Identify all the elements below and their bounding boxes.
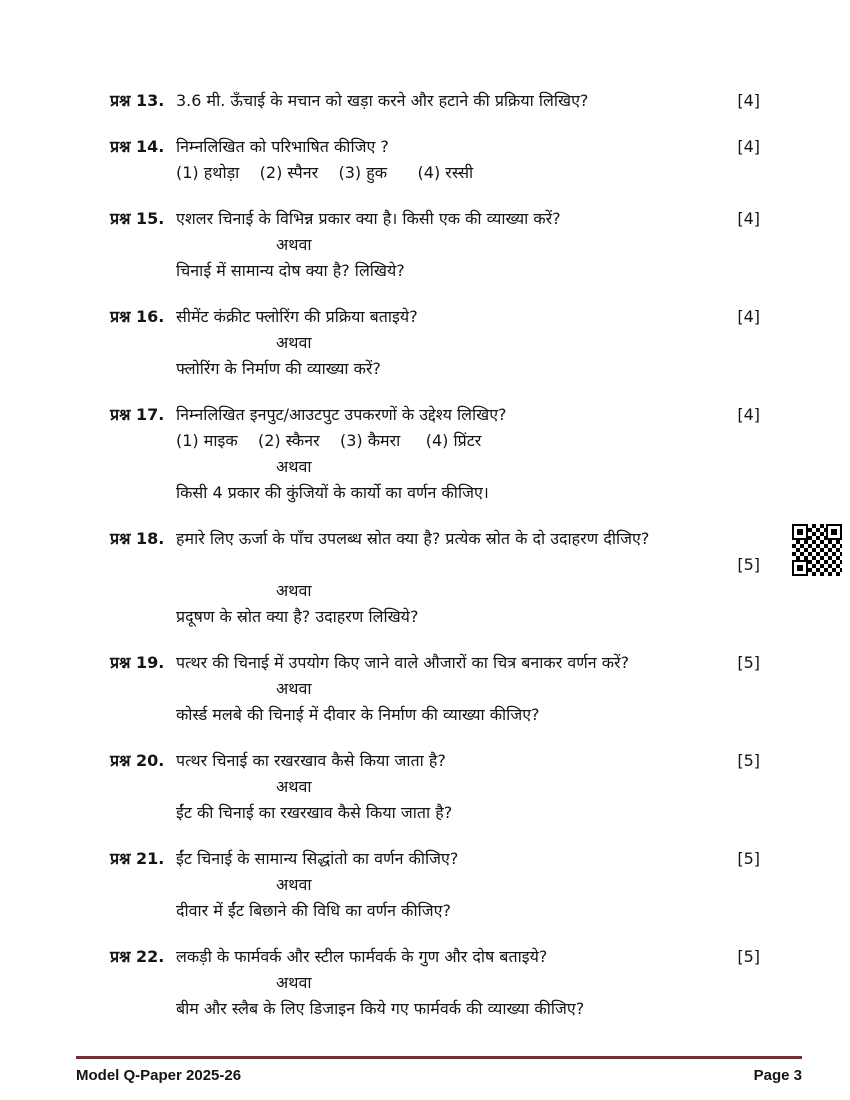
footer-paper-title: Model Q-Paper 2025-26 [76, 1067, 242, 1084]
or-label: अथवा [276, 581, 312, 600]
question-marks: [4] [737, 209, 760, 228]
question-number: प्रश्न 18. [110, 529, 165, 548]
question-alt-text: चिनाई में सामान्य दोष क्या है? लिखिये? [176, 261, 405, 280]
question-alt-text: प्रदूषण के स्रोत क्या है? उदाहरण लिखिये? [176, 607, 419, 626]
question-text: 3.6 मी. ऊँचाई के मचान को खड़ा करने और हटाने की प्रक्रिया लिखिए? [176, 91, 589, 110]
question-options: (1) हथोड़ा (2) स्पैनर (3) हुक (4) रस्सी [176, 163, 474, 182]
question-number: प्रश्न 19. [110, 653, 165, 672]
question-alt-text: किसी 4 प्रकार की कुंजियों के कार्यो का वर्णन कीजिए। [176, 483, 489, 502]
or-label: अथवा [276, 679, 312, 698]
question-block [110, 206, 760, 284]
question-paper-body [110, 88, 760, 1042]
or-label: अथवा [276, 457, 312, 476]
question-number: प्रश्न 16. [110, 307, 165, 326]
or-label: अथवा [276, 235, 312, 254]
question-block [110, 402, 760, 506]
question-text: हमारे लिए ऊर्जा के पाँच उपलब्ध स्रोत क्या है? प्रत्येक स्रोत के दो उदाहरण दीजिए? [176, 529, 650, 548]
question-block [110, 944, 760, 1022]
question-text: लकड़ी के फार्मवर्क और स्टील फार्मवर्क के गुण और दोष बताइये? [176, 947, 548, 966]
question-alt-text: फ्लोरिंग के निर्माण की व्याख्या करें? [176, 359, 381, 378]
qr-code-icon [792, 524, 842, 576]
qr-finder-pattern [826, 524, 842, 540]
question-text: पत्थर चिनाई का रखरखाव कैसे किया जाता है? [176, 751, 446, 770]
question-text: निम्नलिखित को परिभाषित कीजिए ? [176, 137, 389, 156]
question-marks: [5] [737, 947, 760, 966]
question-number: प्रश्न 22. [110, 947, 165, 966]
footer-page-number: Page 3 [753, 1067, 802, 1084]
question-number: प्रश्न 14. [110, 137, 165, 156]
question-marks: [4] [737, 91, 760, 110]
question-block [110, 304, 760, 382]
question-marks: [5] [737, 751, 760, 770]
question-number: प्रश्न 15. [110, 209, 165, 228]
question-block [110, 88, 760, 114]
qr-finder-pattern [792, 524, 808, 540]
footer [76, 1056, 802, 1084]
question-alt-text: ईंट की चिनाई का रखरखाव कैसे किया जाता है? [176, 803, 453, 822]
question-marks: [5] [737, 849, 760, 868]
question-number: प्रश्न 17. [110, 405, 165, 424]
question-marks: [4] [737, 307, 760, 326]
question-number: प्रश्न 20. [110, 751, 165, 770]
question-block [110, 526, 760, 630]
question-text: पत्थर की चिनाई में उपयोग किए जाने वाले औजारों का चित्र बनाकर वर्णन करें? [176, 653, 630, 672]
question-text: ईंट चिनाई के सामान्य सिद्धांतो का वर्णन कीजिए? [176, 849, 459, 868]
question-text: सीमेंट कंक्रीट फ्लोरिंग की प्रक्रिया बताइये? [176, 307, 418, 326]
question-block [110, 650, 760, 728]
or-label: अथवा [276, 973, 312, 992]
question-alt-text: दीवार में ईंट बिछाने की विधि का वर्णन कीजिए? [176, 901, 451, 920]
question-marks: [5] [737, 653, 760, 672]
or-label: अथवा [276, 875, 312, 894]
question-alt-text: बीम और स्लैब के लिए डिजाइन किये गए फार्मवर्क की व्याख्या कीजिए? [176, 999, 585, 1018]
or-label: अथवा [276, 333, 312, 352]
qr-finder-pattern [792, 560, 808, 576]
question-number: प्रश्न 13. [110, 91, 165, 110]
question-text: निम्नलिखित इनपुट/आउटपुट उपकरणों के उद्देश्य लिखिए? [176, 405, 507, 424]
question-block [110, 846, 760, 924]
or-label: अथवा [276, 777, 312, 796]
question-number: प्रश्न 21. [110, 849, 165, 868]
question-marks: [5] [737, 555, 760, 574]
question-alt-text: कोर्स्ड मलबे की चिनाई में दीवार के निर्माण की व्याख्या कीजिए? [176, 705, 540, 724]
question-block [110, 748, 760, 826]
question-marks: [4] [737, 405, 760, 424]
question-text: एशलर चिनाई के विभिन्न प्रकार क्या है। किसी एक की व्याख्या करें? [176, 209, 561, 228]
question-marks: [4] [737, 137, 760, 156]
question-block [110, 134, 760, 186]
question-options: (1) माइक (2) स्कैनर (3) कैमरा (4) प्रिंटर [176, 431, 482, 450]
